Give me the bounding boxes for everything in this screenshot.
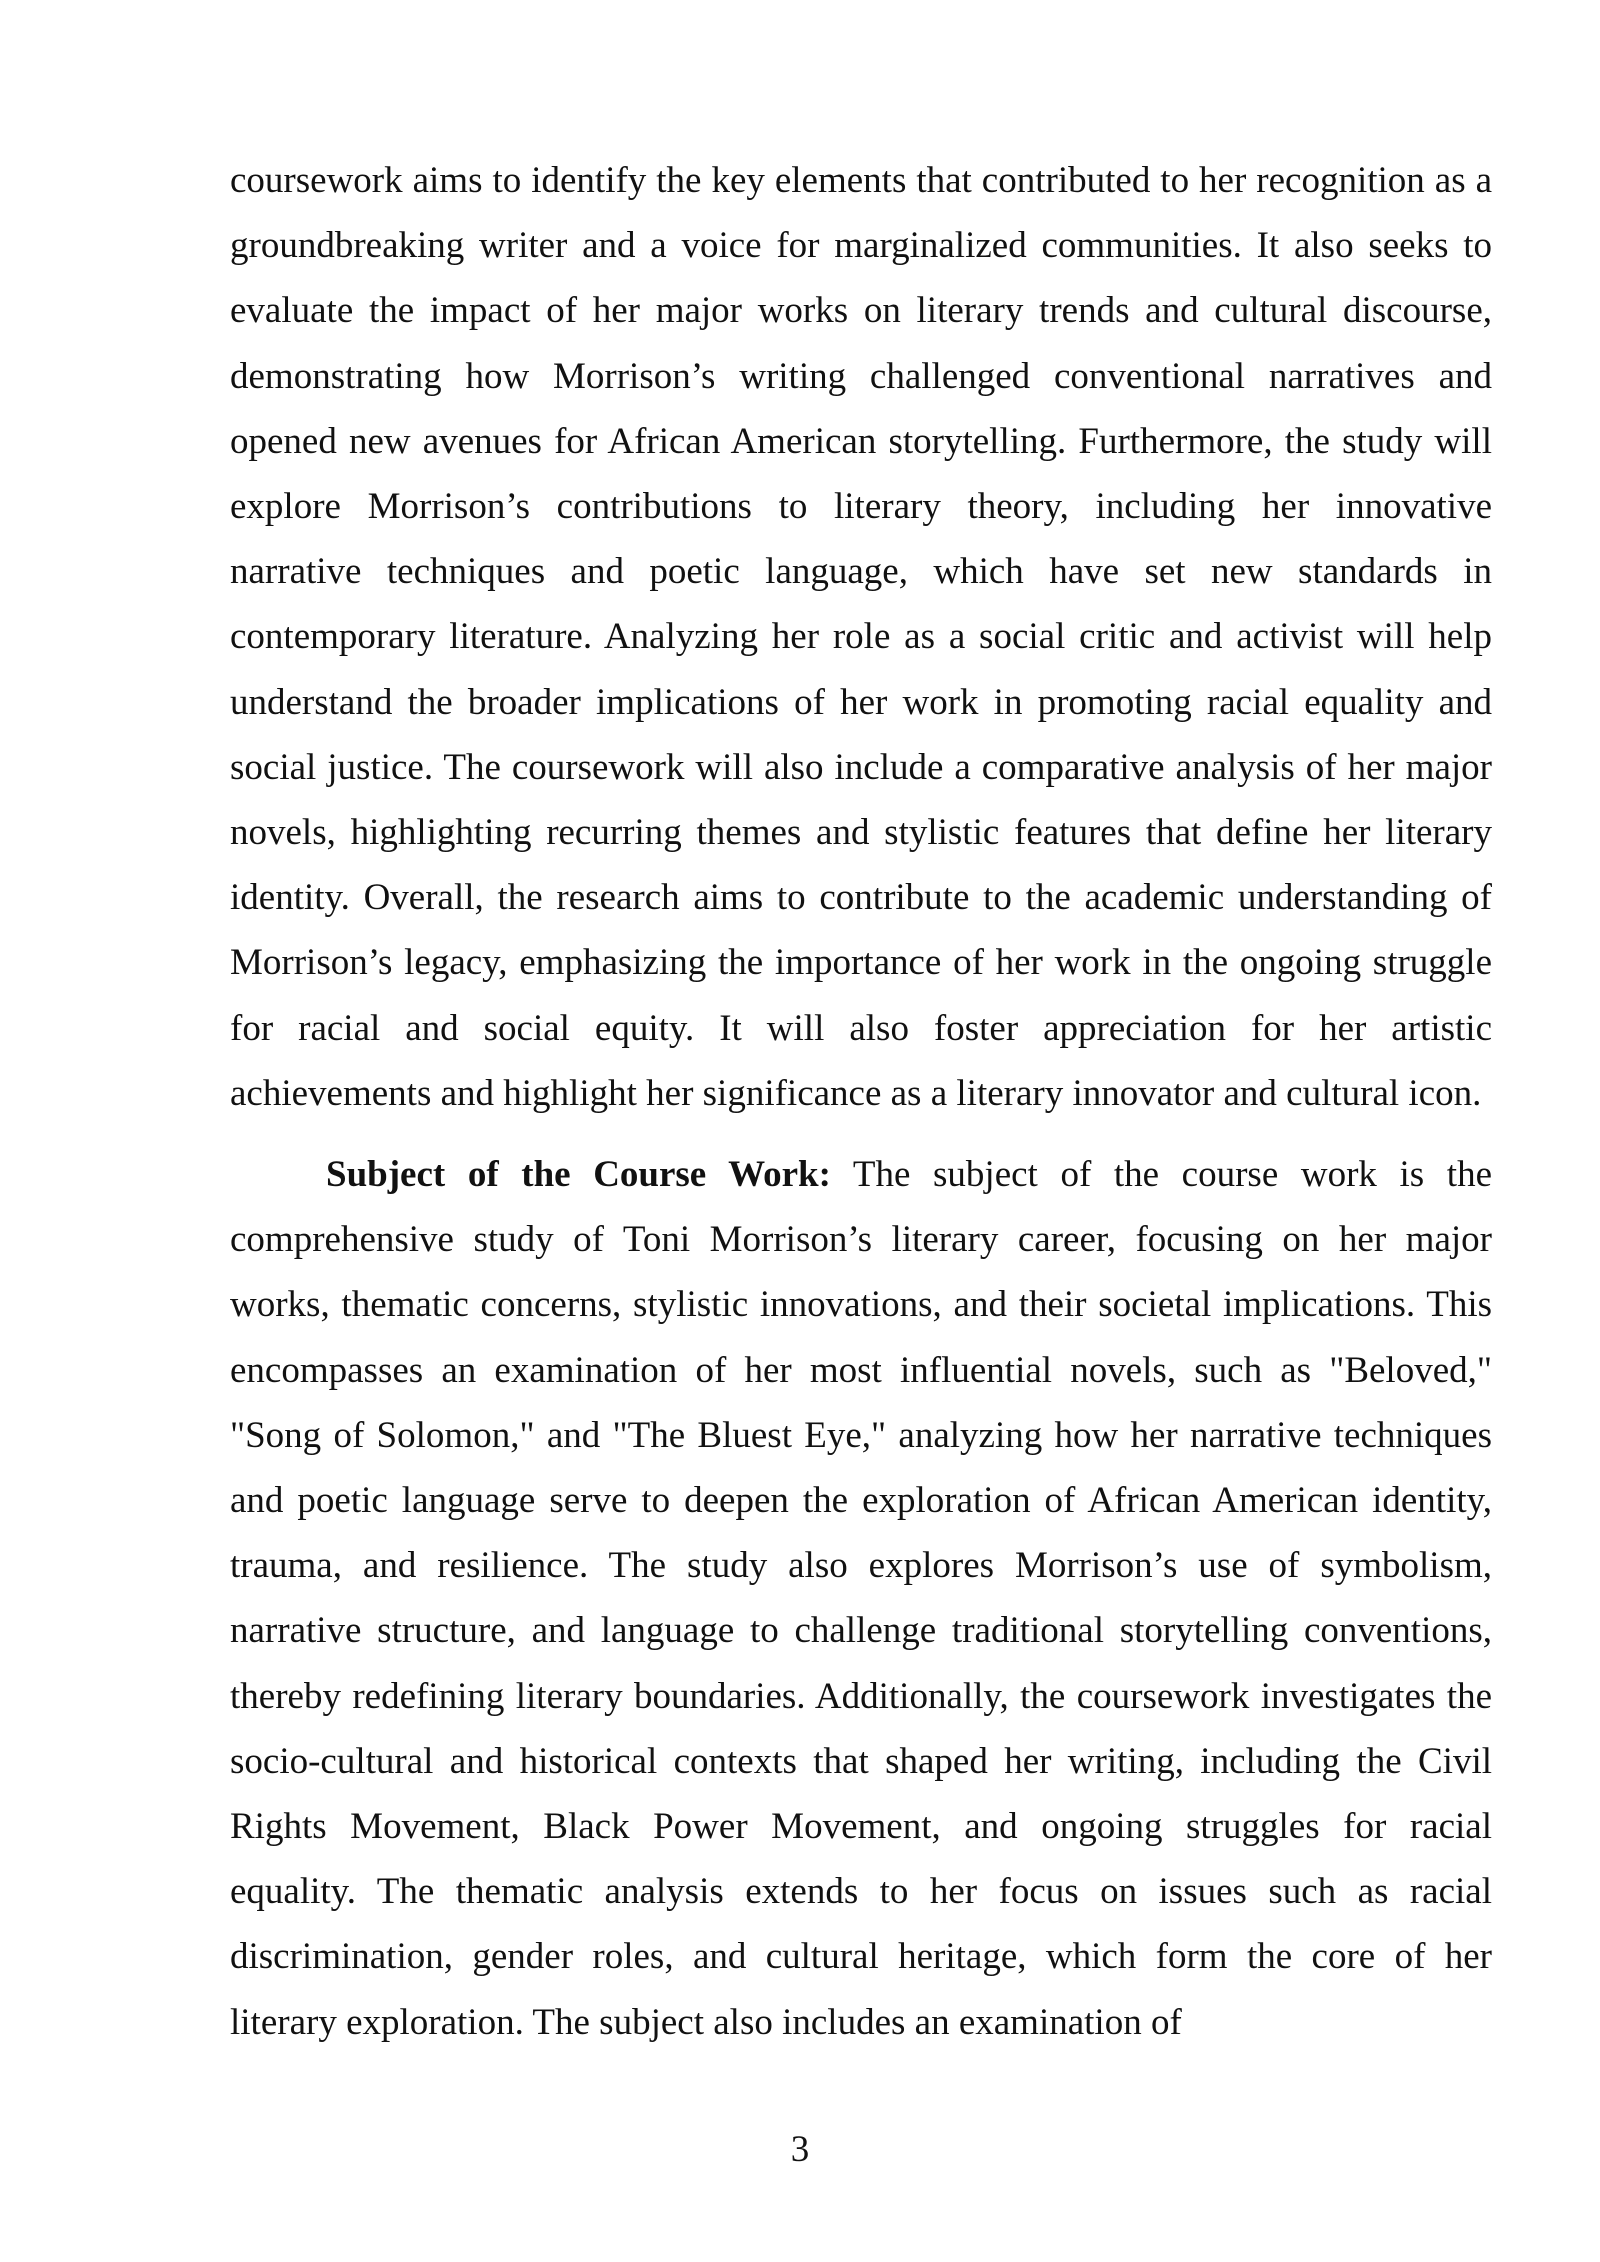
page-number: 3 <box>790 2129 810 2170</box>
section-heading: Subject of the Course Work: <box>326 1154 831 1196</box>
paragraph: coursework aims to identify the key elements that contributed to her recognition as a groundbreaking writer and a voice for marginalized communities. It also seeks to evaluate the impact of her major works on literary trends and cultural discourse, demonstrating how Morrison’s writing challenged conventional narratives and opened new avenues for African American storytelling. Furthermore, the study will explore Morrison’s contributions to literary theory, including her innovative narrative techniques and poetic language, which have set new standards in contemporary literature. Analyzing her role as a social critic and activist will help understand the broader implications of her work in promoting racial equality and social justice. The coursework will also include a comparative analysis of her major novels, highlighting recurring themes and stylistic features that define her literary identity. Overall, the research aims to contribute to the academic understanding of Morrison’s legacy, emphasizing the importance of her work in the ongoing struggle for racial and social equity. It will also foster appreciation for her artistic achievements and highlight her significance as a literary innovator and cultural icon. <box>230 160 1492 1114</box>
paragraph-body: The subject of the course work is the comprehensive study of Toni Morrison’s literary career, focusing on her major works, thematic concerns, stylistic innovations, and their societal implications. This encompasses an examination of her most influential novels, such as "Beloved," "Song of Solomon," and "The Bluest Eye," analyzing how her narrative techniques and poetic language serve to deepen the exploration of African American identity, trauma, and resilience. The study also explores Morrison’s use of symbolism, narrative structure, and language to challenge traditional storytelling conventions, thereby redefining literary boundaries. Additionally, the coursework investigates the socio-cultural and historical contexts that shaped her writing, including the Civil Rights Movement, Black Power Movement, and ongoing struggles for racial equality. The thematic analysis extends to her focus on issues such as racial discrimination, gender roles, and cultural heritage, which form the core of her literary exploration. The subject also includes an examination of <box>230 1154 1492 2043</box>
body-text <box>230 148 1492 2055</box>
paragraph-subject <box>230 1142 1492 2055</box>
